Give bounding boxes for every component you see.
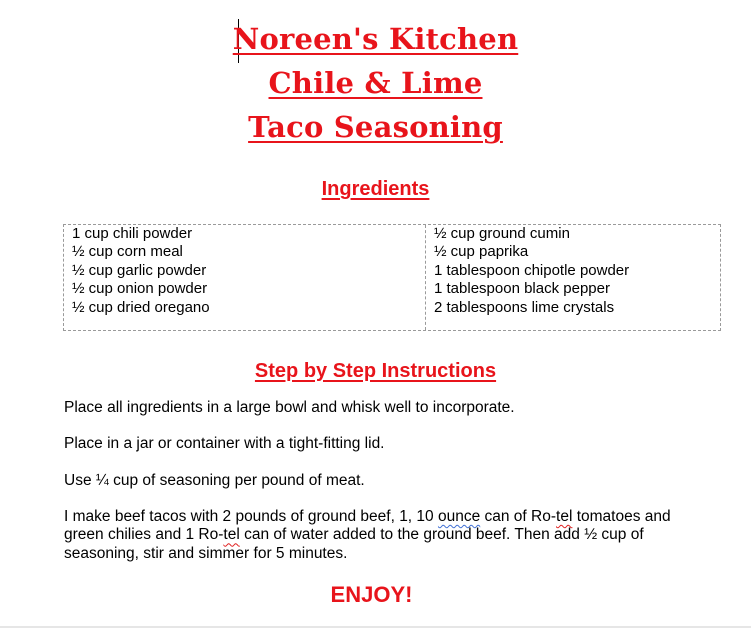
step4-text-3: tomatoes and green chilies and 1 Ro- xyxy=(64,508,671,544)
spelling-flag-tel[interactable]: tel xyxy=(556,508,573,525)
ingredient-item: 1 tablespoon chipotle powder xyxy=(434,261,630,279)
title-line-3: Taco Seasoning xyxy=(248,110,503,144)
instruction-step-2: Place in a jar or container with a tight-fitting lid. xyxy=(64,435,385,452)
instruction-step-1: Place all ingredients in a large bowl and whisk well to incorporate. xyxy=(64,399,515,416)
ingredients-heading: Ingredients xyxy=(321,178,430,200)
ingredient-item: ½ cup garlic powder xyxy=(72,261,207,279)
step4-text-4: can of water added to the ground beef. Then add ½ cup of seasoning, stir and simmer for 5 minutes. xyxy=(64,526,644,562)
grammar-flag-ounce[interactable]: ounce xyxy=(437,508,481,525)
ingredient-item: 1 tablespoon black pepper xyxy=(434,280,610,298)
ingredient-item: ½ cup onion powder xyxy=(72,280,208,298)
ingredients-right-column xyxy=(426,225,720,330)
title-line-1: Noreen's Kitchen xyxy=(232,22,519,56)
instruction-step-3: Use ¼ cup of seasoning per pound of meat. xyxy=(64,472,365,489)
ingredient-item: ½ cup paprika xyxy=(434,243,529,261)
step4-text-1: I make beef tacos with 2 pounds of ground beef, 1, 10 xyxy=(64,508,438,525)
ingredient-item: ½ cup dried oregano xyxy=(72,298,210,316)
ingredient-item: ½ cup ground cumin xyxy=(434,225,570,242)
ingredient-item: ½ cup corn meal xyxy=(72,243,183,261)
ingredient-item: 2 tablespoons lime crystals xyxy=(434,298,615,316)
ingredients-table xyxy=(63,224,721,331)
ingredient-item: 1 cup chili powder xyxy=(72,225,193,242)
spelling-flag-tel[interactable]: tel xyxy=(223,526,240,544)
instruction-step-4 xyxy=(64,508,694,563)
ingredients-left-column xyxy=(64,225,426,330)
step4-text-2: can of Ro- xyxy=(480,508,557,525)
closing-text: ENJOY! xyxy=(330,582,413,607)
instructions-heading: Step by Step Instructions xyxy=(254,360,497,382)
title-line-2: Chile & Lime xyxy=(268,66,483,100)
